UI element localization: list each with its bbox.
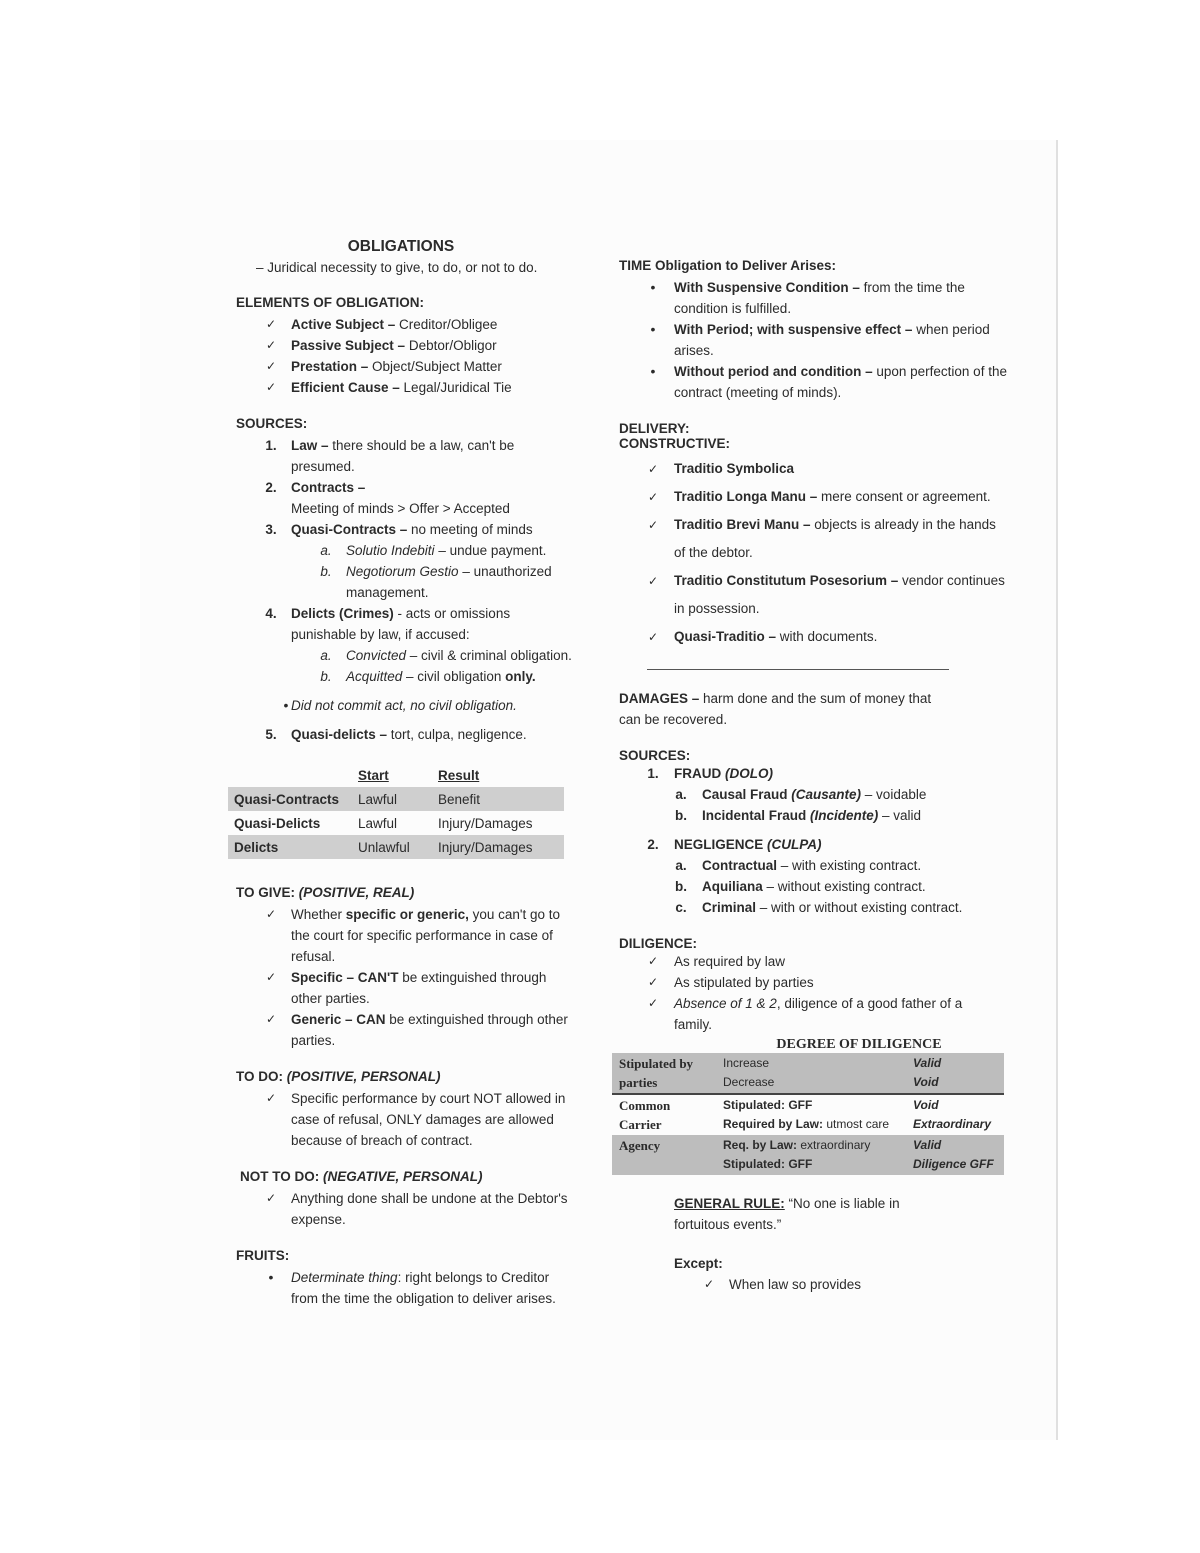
list-item: 2. NEGLIGENCE (CULPA) [647,837,822,852]
list-item: ✓ Quasi-Traditio – with documents. [619,623,1009,651]
list-item: ✓ Passive Subject – Debtor/Obligor [236,335,572,356]
list-item: ✓ Generic – CAN be extinguished through other parties. [236,1009,572,1051]
degree-of-diligence-table [612,1053,1004,1175]
list-note: • Did not commit act, no civil obligation. [236,695,572,716]
list-item: ✓ Efficient Cause – Legal/Juridical Tie [236,377,572,398]
bullet-icon: • [268,1269,274,1285]
damages-sources-heading: SOURCES: [619,748,691,763]
list-item: ✓ Prestation – Object/Subject Matter [236,356,572,377]
list-item: ✓ As stipulated by parties [619,972,1009,993]
check-icon: ✓ [647,574,659,588]
check-icon: ✓ [647,975,659,989]
elements-heading: ELEMENTS OF OBLIGATION: [236,295,424,310]
table-row: Quasi-Contracts Lawful Benefit [228,787,564,811]
bullet-icon: • [650,363,656,379]
check-icon: ✓ [265,359,277,373]
list-item: ✓ As required by law [619,951,1009,972]
bullet-icon: • [283,697,289,713]
obligation-definition: – Juridical necessity to give, to do, or not to do. [256,260,538,275]
to-do-heading: TO DO: (POSITIVE, PERSONAL) [236,1069,441,1084]
check-icon: ✓ [265,1191,277,1205]
sources-list [236,435,572,745]
except-heading: Except: [674,1256,723,1271]
list-subitem: a. Causal Fraud (Causante) – voidable [675,787,927,802]
list-item: • Determinate thing: right belongs to Creditor from the time the obligation to deliver arises. [236,1267,572,1309]
check-icon: ✓ [265,1091,277,1105]
right-column [619,258,1009,1295]
list-item: 2. Contracts – Meeting of minds > Offer > Accepted [265,480,510,516]
list-item: 3. Quasi-Contracts – no meeting of minds [265,522,533,537]
comparison-table [228,763,564,859]
list-item: ✓ Traditio Brevi Manu – objects is already in the hands of the debtor. [619,511,1009,567]
check-icon: ✓ [265,338,277,352]
check-icon: ✓ [265,907,277,921]
list-item: ✓ Absence of 1 & 2, diligence of a good father of a family. [619,993,974,1035]
check-icon: ✓ [647,630,659,644]
check-icon: ✓ [647,954,659,968]
list-item: 4. Delicts (Crimes) - acts or omissions punishable by law, if accused: [265,606,511,642]
check-icon: ✓ [265,1012,277,1026]
list-subitem: b. Negotiorum Gestio – unauthorized management. [320,564,552,600]
document-title: OBLIGATIONS [347,238,455,255]
list-item: ✓ Anything done shall be undone at the Debtor's expense. [236,1188,572,1230]
check-icon: ✓ [647,996,659,1010]
list-item: 1. Law – there should be a law, can't be presumed. [265,438,515,474]
check-icon: ✓ [265,317,277,331]
page-edge [1056,140,1058,1440]
list-item: ✓ Active Subject – Creditor/Obligee [236,314,572,335]
general-rule: GENERAL RULE: “No one is liable in fortuitous events.” [674,1196,900,1232]
list-subitem: a. Convicted – civil & criminal obligation. [320,648,572,663]
delivery-heading: DELIVERY: [619,421,690,436]
list-item: ✓ Whether specific or generic, you can't go to the court for specific performance in case of refusal. [236,904,572,967]
check-icon: ✓ [647,462,659,476]
table-row: Delicts Unlawful Injury/Damages [228,835,564,859]
to-give-heading: TO GIVE: (POSITIVE, REAL) [236,885,415,900]
table-row: Stipulated by parties Increase Decrease Valid Void [612,1053,1004,1094]
check-icon: ✓ [647,518,659,532]
sources-heading: SOURCES: [236,416,308,431]
degree-of-diligence-title: DEGREE OF DILIGENCE [776,1037,942,1052]
list-subitem: c. Criminal – with or without existing contract. [675,900,963,915]
list-item: ✓ When law so provides [619,1274,1009,1295]
list-item: ✓ Specific performance by court NOT allowed in case of refusal, ONLY damages are allowed because of breach of contract. [236,1088,572,1151]
list-item: ✓ Traditio Longa Manu – mere consent or agreement. [619,483,1009,511]
table-row: Common Carrier Stipulated: GFF Required by Law: utmost care Void Extraordinary [612,1094,1004,1135]
list-item: 5. Quasi-delicts – tort, culpa, negligence. [265,727,527,742]
list-item: ✓ Specific – CAN'T be extinguished through other parties. [236,967,572,1009]
bullet-icon: • [650,321,656,337]
list-subitem: a. Solutio Indebiti – undue payment. [320,543,547,558]
check-icon: ✓ [647,490,659,504]
check-icon: ✓ [265,380,277,394]
check-icon: ✓ [265,970,277,984]
damages-definition: DAMAGES – harm done and the sum of money that can be recovered. [619,691,932,727]
diligence-heading: DILIGENCE: [619,936,698,951]
check-icon: ✓ [703,1277,715,1291]
not-to-do-heading: NOT TO DO: (NEGATIVE, PERSONAL) [240,1169,483,1184]
table-header-row: Start Result [358,767,480,783]
constructive-heading: CONSTRUCTIVE: [619,436,730,451]
bullet-icon: • [650,279,656,295]
table-row: Quasi-Delicts Lawful Injury/Damages [234,815,533,831]
left-column [236,238,572,1309]
list-item: • With Period; with suspensive effect – when period arises. [619,319,1009,361]
fruits-heading: FRUITS: [236,1248,290,1263]
section-divider [647,669,949,670]
list-item: ✓ Traditio Constitutum Posesorium – vendor continues in possession. [619,567,1009,623]
list-item: • With Suspensive Condition – from the time the condition is fulfilled. [619,277,1009,319]
list-item: 1. FRAUD (DOLO) [647,766,773,781]
time-heading: TIME Obligation to Deliver Arises: [619,258,837,273]
list-subitem: b. Aquiliana – without existing contract. [675,879,926,894]
elements-list [236,314,572,398]
list-item: ✓ Traditio Symbolica [619,455,1009,483]
list-item: • Without period and condition – upon perfection of the contract (meeting of minds). [619,361,1009,403]
list-subitem: b. Acquitted – civil obligation only. [320,669,536,684]
list-subitem: a. Contractual – with existing contract. [675,858,922,873]
table-row: Agency Req. by Law: extraordinary Stipulated: GFF Valid Diligence GFF [612,1135,1004,1175]
list-subitem: b. Incidental Fraud (Incidente) – valid [675,808,922,823]
